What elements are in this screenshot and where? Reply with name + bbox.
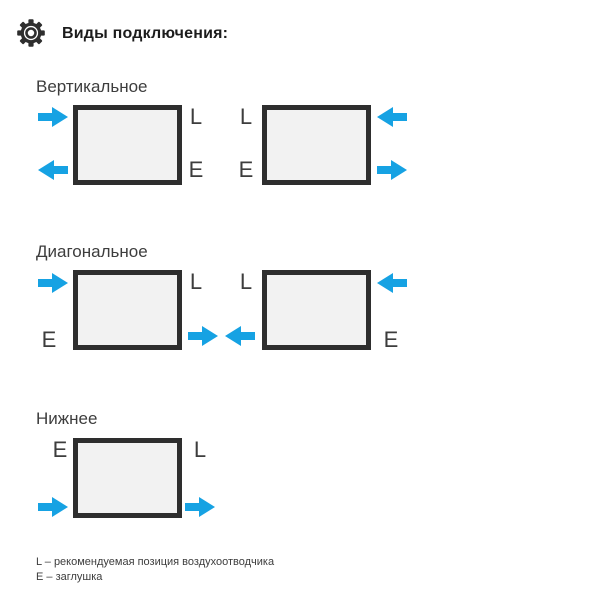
flow-arrow-inlet-icon [38, 106, 68, 128]
flow-arrow-inlet-icon [38, 272, 68, 294]
port-label-l: L [189, 269, 203, 294]
radiator-rect [262, 270, 371, 350]
radiator-rect [262, 105, 371, 185]
port-label-l: L [189, 104, 203, 129]
flow-arrow-inlet-icon [38, 496, 68, 518]
radiator-rect [73, 270, 182, 350]
port-label-e: E [52, 437, 68, 462]
section-title-diagonal: Диагональное [36, 242, 148, 261]
radiator-rect [73, 438, 182, 518]
port-label-e: E [188, 157, 204, 182]
radiator-rect [73, 105, 182, 185]
port-label-e: E [383, 327, 399, 352]
gear-icon [16, 18, 46, 48]
flow-arrow-inlet-icon [377, 106, 407, 128]
flow-arrow-outlet-icon [377, 159, 407, 181]
legend-line-e: E – заглушка [36, 571, 103, 583]
port-label-l: L [239, 269, 253, 294]
page-title: Виды подключения: [62, 25, 229, 42]
legend-line-l: L – рекомендуемая позиция воздухоотводчика [36, 556, 275, 568]
legend [36, 555, 274, 585]
flow-arrow-inlet-icon [377, 272, 407, 294]
port-label-l: L [193, 437, 207, 462]
section-title-vertical: Вертикальное [36, 77, 148, 96]
flow-arrow-outlet-icon [38, 159, 68, 181]
port-label-e: E [238, 157, 254, 182]
flow-arrow-outlet-icon [188, 325, 218, 347]
flow-arrow-outlet-icon [225, 325, 255, 347]
flow-arrow-outlet-icon [185, 496, 215, 518]
port-label-e: E [41, 327, 57, 352]
port-label-l: L [239, 104, 253, 129]
section-title-bottom: Нижнее [36, 409, 98, 428]
